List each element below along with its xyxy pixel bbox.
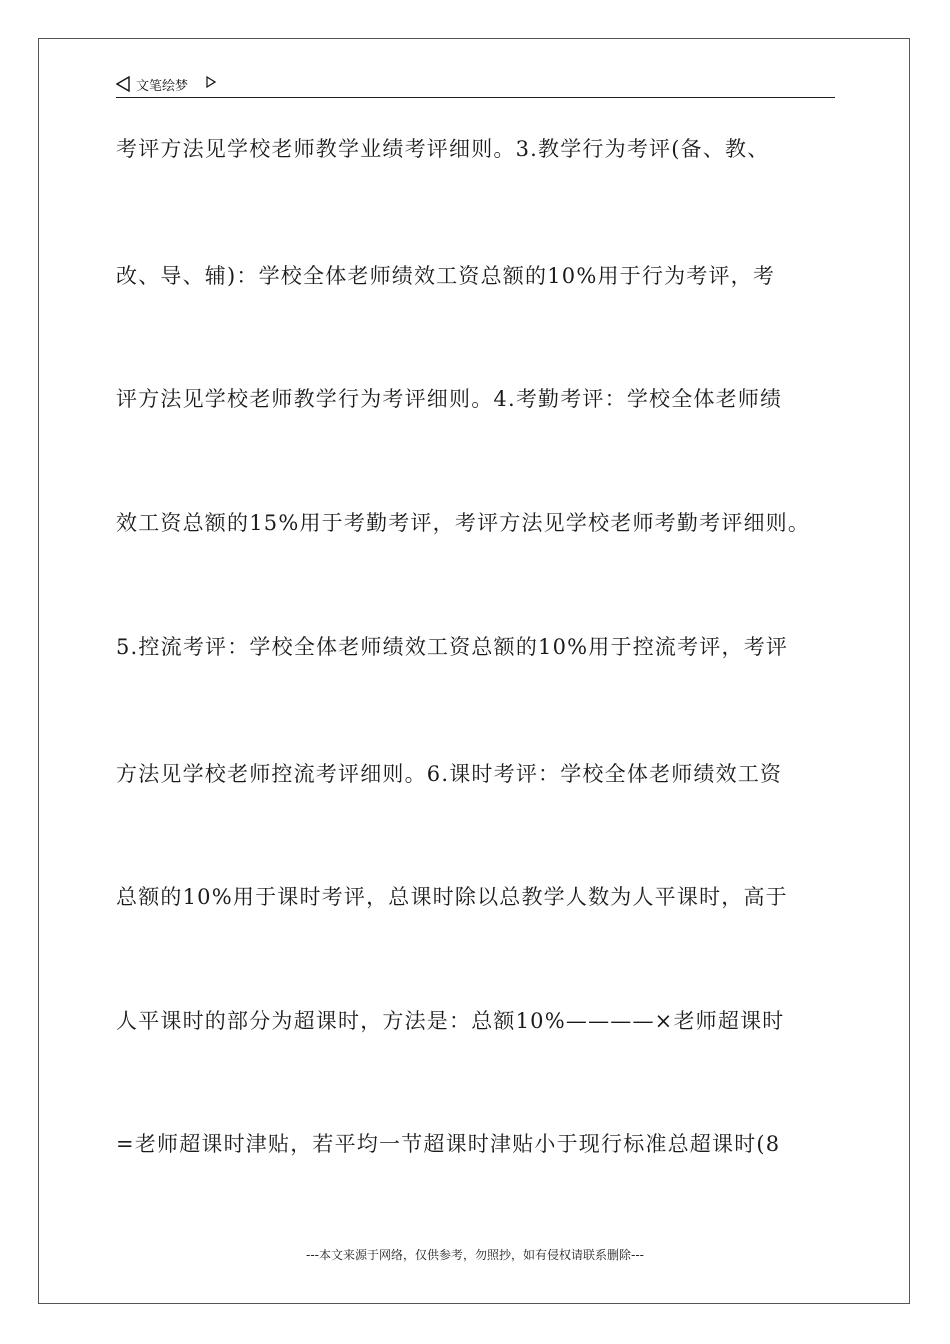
page-frame (38, 38, 910, 1304)
body-line: 5.控流考评：学校全体老师绩效工资总额的10%用于控流考评，考评 (116, 635, 789, 659)
body-line: =老师超课时津贴，若平均一节超课时津贴小于现行标准总超课时(8 (116, 1132, 781, 1156)
body-line: 改、导、辅)：学校全体老师绩效工资总额的10%用于行为考评，考 (116, 264, 776, 288)
body-line: 总额的10%用于课时考评，总课时除以总教学人数为人平课时，高于 (116, 885, 788, 909)
body-line: 方法见学校老师控流考评细则。6.课时考评：学校全体老师绩效工资 (116, 762, 783, 786)
body-line: 人平课时的部分为超课时，方法是：总额10%————×老师超课时 (116, 1009, 785, 1033)
body-line: 效工资总额的15%用于考勤考评，考评方法见学校老师考勤考评细则。 (116, 511, 811, 535)
right-triangle-icon (206, 76, 216, 88)
body-line: 考评方法见学校老师教学业绩考评细则。3.教学行为考评(备、教、 (116, 137, 770, 161)
left-triangle-icon (116, 76, 130, 92)
page-header (116, 72, 835, 98)
header-brand: 文笔绘梦 (136, 79, 189, 94)
footer-notice: ---本文来源于网络，仅供参考，勿照抄，如有侵权请联系删除--- (306, 1248, 644, 1262)
body-line: 评方法见学校老师教学行为考评细则。4.考勤考评：学校全体老师绩 (116, 387, 783, 411)
